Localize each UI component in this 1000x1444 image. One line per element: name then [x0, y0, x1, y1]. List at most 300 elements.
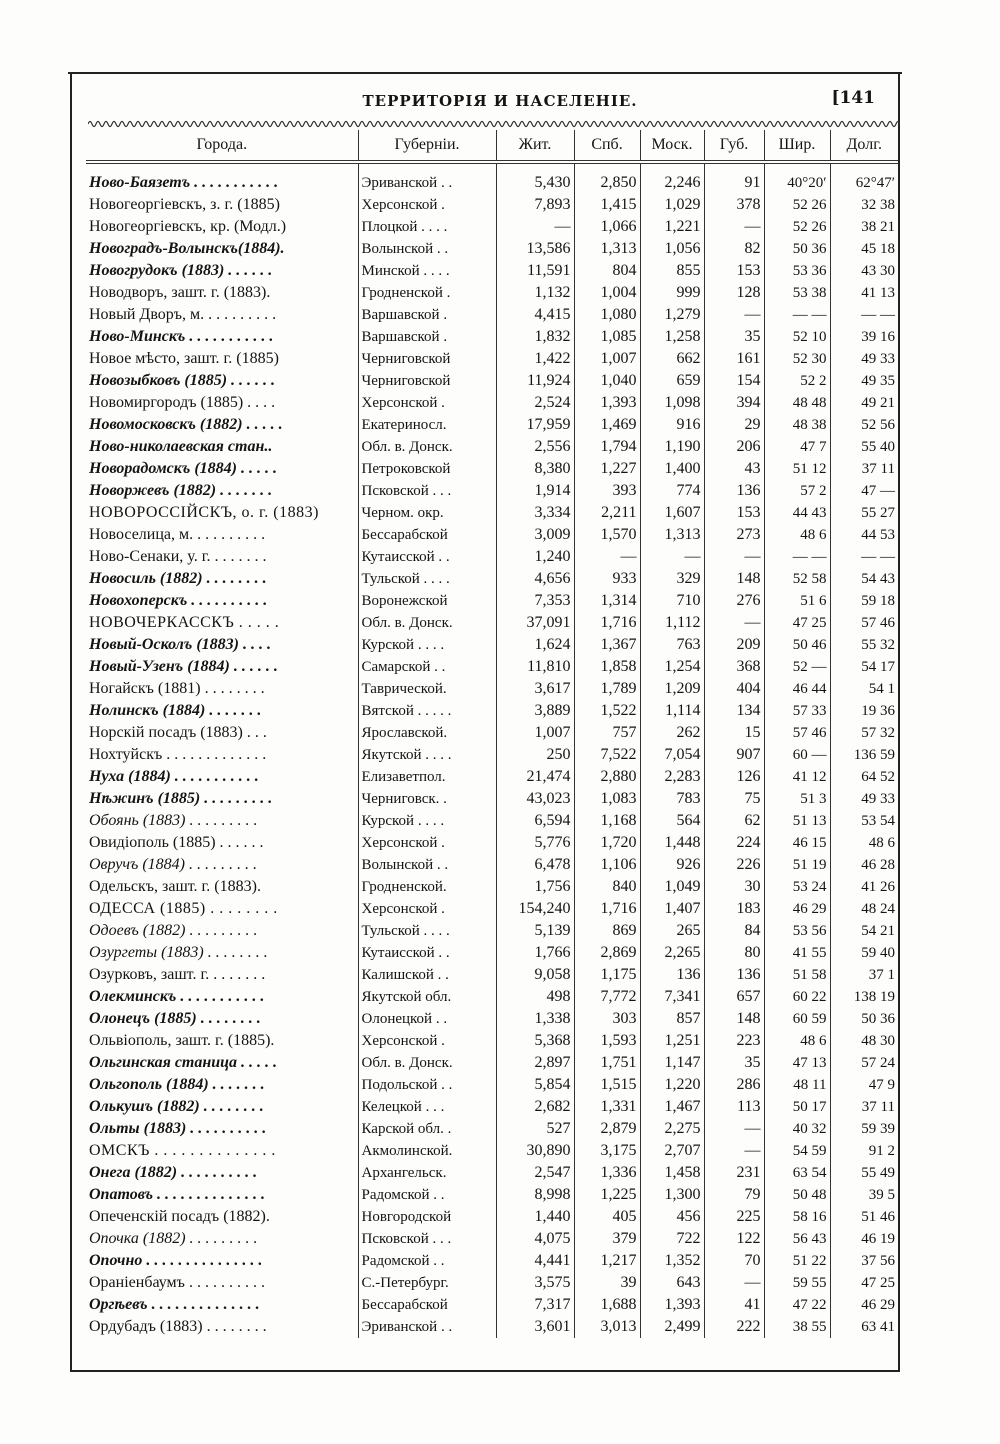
city-name-cell: Опочно . . . . . . . . . . . . . . . — [86, 1250, 358, 1272]
province-cell: Самарской . . — [358, 656, 496, 678]
province-cell: Тульской . . . . — [358, 920, 496, 942]
province-cell: Воронежской — [358, 590, 496, 612]
population-cell: 4,656 — [496, 568, 574, 590]
province-cell: Вятской . . . . . — [358, 700, 496, 722]
province-cell: Эриванской . . — [358, 1316, 496, 1338]
latitude-cell: 54 59 — [764, 1140, 830, 1162]
longitude-cell: 46 29 — [861, 1297, 895, 1313]
population-cell: 5,368 — [496, 1030, 574, 1052]
latitude-cell: 47 13 — [764, 1052, 830, 1074]
moscow-distance-cell: 1,607 — [640, 502, 704, 524]
table-row — [86, 744, 898, 766]
latitude-cell: 51 3 — [764, 788, 830, 810]
longitude-cell: 50 36 — [861, 1011, 895, 1027]
gub-distance-cell: 80 — [704, 942, 764, 964]
city-name-cell: Онега (1882) . . . . . . . . . . — [86, 1162, 358, 1184]
longitude-cell: 41 26 — [861, 879, 895, 895]
population-cell: 43,023 — [496, 788, 574, 810]
province-cell: Тульской . . . . — [358, 568, 496, 590]
gub-distance-cell: — — [704, 1140, 764, 1162]
moscow-distance-cell: 1,258 — [640, 326, 704, 348]
table-row — [86, 964, 898, 986]
longitude-cell: 57 46 — [861, 615, 895, 631]
longitude-cell: 37 11 — [861, 461, 895, 477]
population-cell: 7,893 — [496, 194, 574, 216]
population-table — [86, 130, 898, 1338]
table-row — [86, 612, 898, 634]
city-name-cell: Новоржевъ (1882) . . . . . . . — [86, 480, 358, 502]
table-row — [86, 458, 898, 480]
table-row — [86, 162, 898, 194]
province-cell: Гродненской . — [358, 282, 496, 304]
city-name-cell: Олекминскъ . . . . . . . . . . . — [86, 986, 358, 1008]
province-cell: Волынской . . — [358, 238, 496, 260]
province-cell: Кутаисской . . — [358, 942, 496, 964]
province-cell: Радомской . . — [358, 1184, 496, 1206]
gub-distance-cell: 126 — [704, 766, 764, 788]
spb-distance-cell: 379 — [574, 1228, 640, 1250]
city-name-cell: Норскій посадъ (1883) . . . — [86, 722, 358, 744]
latitude-cell: 53 36 — [764, 260, 830, 282]
longitude-cell: 41 13 — [861, 285, 895, 301]
province-cell: Варшавской . — [358, 304, 496, 326]
longitude-cell: 49 33 — [861, 791, 895, 807]
province-cell: Ярославской. — [358, 722, 496, 744]
latitude-cell: 57 2 — [764, 480, 830, 502]
population-cell: 1,422 — [496, 348, 574, 370]
moscow-distance-cell: 7,341 — [640, 986, 704, 1008]
spb-distance-cell: 1,040 — [574, 370, 640, 392]
spb-distance-cell: 1,227 — [574, 458, 640, 480]
spb-distance-cell: 3,013 — [574, 1316, 640, 1338]
moscow-distance-cell: 1,313 — [640, 524, 704, 546]
spb-distance-cell: 1,007 — [574, 348, 640, 370]
population-cell: 6,478 — [496, 854, 574, 876]
city-name-cell: Новый Дворъ, м. . . . . . . . . . — [86, 304, 358, 326]
spb-distance-cell: 1,393 — [574, 392, 640, 414]
gub-distance-cell: 30 — [704, 876, 764, 898]
longitude-cell: 63 41 — [861, 1319, 895, 1335]
spb-distance-cell: 1,314 — [574, 590, 640, 612]
gub-distance-cell: 153 — [704, 502, 764, 524]
population-cell: 5,854 — [496, 1074, 574, 1096]
moscow-distance-cell: 7,054 — [640, 744, 704, 766]
latitude-cell: — — — [764, 304, 830, 326]
latitude-cell: 53 24 — [764, 876, 830, 898]
gub-distance-cell: 273 — [704, 524, 764, 546]
table-row — [86, 722, 898, 744]
spb-distance-cell: 1,415 — [574, 194, 640, 216]
longitude-cell: — — — [861, 549, 895, 565]
decorative-wave-rule — [88, 118, 900, 130]
column-header-latitude: Шир. — [764, 130, 830, 162]
population-cell: 17,959 — [496, 414, 574, 436]
table-row — [86, 502, 898, 524]
moscow-distance-cell: 1,254 — [640, 656, 704, 678]
gub-distance-cell: 43 — [704, 458, 764, 480]
latitude-cell: 57 33 — [764, 700, 830, 722]
latitude-cell: 51 19 — [764, 854, 830, 876]
population-cell: 2,547 — [496, 1162, 574, 1184]
city-name-cell: Ногайскъ (1881) . . . . . . . . — [86, 678, 358, 700]
province-cell: Херсонской . — [358, 194, 496, 216]
province-cell: Елизаветпол. — [358, 766, 496, 788]
spb-distance-cell: 1,593 — [574, 1030, 640, 1052]
city-name-cell: Нѣжинъ (1885) . . . . . . . . . — [86, 788, 358, 810]
latitude-cell: — — — [764, 546, 830, 568]
latitude-cell: 40 32 — [764, 1118, 830, 1140]
longitude-cell: 62°47′ — [855, 175, 895, 191]
gub-distance-cell: 223 — [704, 1030, 764, 1052]
population-cell: 3,617 — [496, 678, 574, 700]
city-name-cell: Ольгинская станица . . . . . — [86, 1052, 358, 1074]
gub-distance-cell: 907 — [704, 744, 764, 766]
table-row — [86, 1030, 898, 1052]
city-name-cell: Ольгополь (1884) . . . . . . . — [86, 1074, 358, 1096]
page-title: ТЕРРИТОРІЯ И НАСЕЛЕНІЕ. — [362, 92, 638, 110]
moscow-distance-cell: 643 — [640, 1272, 704, 1294]
latitude-cell: 52 30 — [764, 348, 830, 370]
gub-distance-cell: — — [704, 1272, 764, 1294]
latitude-cell: 57 46 — [764, 722, 830, 744]
moscow-distance-cell: 1,458 — [640, 1162, 704, 1184]
city-name-cell: Озурковъ, зашт. г. . . . . . . . — [86, 964, 358, 986]
longitude-cell: 43 30 — [861, 263, 895, 279]
spb-distance-cell: 1,083 — [574, 788, 640, 810]
moscow-distance-cell: 1,114 — [640, 700, 704, 722]
city-name-cell: Новогрудокъ (1883) . . . . . . — [86, 260, 358, 282]
population-cell: 1,832 — [496, 326, 574, 348]
moscow-distance-cell: 1,112 — [640, 612, 704, 634]
province-cell: Екатериносл. — [358, 414, 496, 436]
population-cell: 5,139 — [496, 920, 574, 942]
province-cell: Черниговской — [358, 348, 496, 370]
province-cell: Келецкой . . . — [358, 1096, 496, 1118]
longitude-cell: 55 49 — [861, 1165, 895, 1181]
city-name-cell: Новодворъ, зашт. г. (1883). — [86, 282, 358, 304]
longitude-cell: 59 39 — [861, 1121, 895, 1137]
province-cell: Курской . . . . — [358, 634, 496, 656]
population-cell: 7,353 — [496, 590, 574, 612]
city-name-cell: Новый-Узенъ (1884) . . . . . . — [86, 656, 358, 678]
spb-distance-cell: 1,085 — [574, 326, 640, 348]
moscow-distance-cell: 916 — [640, 414, 704, 436]
population-cell: 3,575 — [496, 1272, 574, 1294]
table-row — [86, 1052, 898, 1074]
population-cell: 21,474 — [496, 766, 574, 788]
table-row — [86, 238, 898, 260]
moscow-distance-cell: 1,251 — [640, 1030, 704, 1052]
moscow-distance-cell: 722 — [640, 1228, 704, 1250]
moscow-distance-cell: 763 — [640, 634, 704, 656]
city-name-cell: Опочка (1882) . . . . . . . . . — [86, 1228, 358, 1250]
gub-distance-cell: 209 — [704, 634, 764, 656]
city-name-cell: Опеченскій посадъ (1882). — [86, 1206, 358, 1228]
moscow-distance-cell: 1,221 — [640, 216, 704, 238]
latitude-cell: 60 — — [764, 744, 830, 766]
gub-distance-cell: 113 — [704, 1096, 764, 1118]
moscow-distance-cell: 857 — [640, 1008, 704, 1030]
population-cell: 3,334 — [496, 502, 574, 524]
gub-distance-cell: 91 — [704, 162, 764, 194]
province-cell: Курской . . . . — [358, 810, 496, 832]
spb-distance-cell: 869 — [574, 920, 640, 942]
table-row — [86, 194, 898, 216]
latitude-cell: 38 55 — [764, 1316, 830, 1338]
moscow-distance-cell: 1,352 — [640, 1250, 704, 1272]
spb-distance-cell: 1,716 — [574, 612, 640, 634]
spb-distance-cell: 1,716 — [574, 898, 640, 920]
city-name-cell: Новомосковскъ (1882) . . . . . — [86, 414, 358, 436]
longitude-cell: 32 38 — [861, 197, 895, 213]
latitude-cell: 52 10 — [764, 326, 830, 348]
latitude-cell: 46 29 — [764, 898, 830, 920]
gub-distance-cell: 394 — [704, 392, 764, 414]
table-row — [86, 1140, 898, 1162]
table-row — [86, 568, 898, 590]
longitude-cell: 48 30 — [861, 1033, 895, 1049]
column-header-population: Жит. — [496, 130, 574, 162]
moscow-distance-cell: 1,393 — [640, 1294, 704, 1316]
spb-distance-cell: 1,720 — [574, 832, 640, 854]
city-name-cell: ОМСКЪ . . . . . . . . . . . . . . — [86, 1140, 358, 1162]
gub-distance-cell: 225 — [704, 1206, 764, 1228]
moscow-distance-cell: 1,407 — [640, 898, 704, 920]
moscow-distance-cell: 783 — [640, 788, 704, 810]
province-cell: Калишской . . — [358, 964, 496, 986]
population-cell: 8,998 — [496, 1184, 574, 1206]
city-name-cell: Одельскъ, зашт. г. (1883). — [86, 876, 358, 898]
province-cell: Минской . . . . — [358, 260, 496, 282]
gub-distance-cell: 154 — [704, 370, 764, 392]
gub-distance-cell: 231 — [704, 1162, 764, 1184]
city-name-cell: Новозыбковъ (1885) . . . . . . — [86, 370, 358, 392]
longitude-cell: 138 19 — [853, 989, 895, 1005]
province-cell: Якутской обл. — [358, 986, 496, 1008]
city-name-cell: Овручъ (1884) . . . . . . . . . — [86, 854, 358, 876]
city-name-cell: НОВОРОССІЙСКЪ, о. г. (1883) — [86, 502, 358, 524]
table-row — [86, 700, 898, 722]
gub-distance-cell: 79 — [704, 1184, 764, 1206]
gub-distance-cell: 276 — [704, 590, 764, 612]
gub-distance-cell: 183 — [704, 898, 764, 920]
city-name-cell: Обоянь (1883) . . . . . . . . . — [86, 810, 358, 832]
table-row — [86, 524, 898, 546]
city-name-cell: Новый-Осколъ (1883) . . . . — [86, 634, 358, 656]
longitude-cell: 39 16 — [861, 329, 895, 345]
gub-distance-cell: 206 — [704, 436, 764, 458]
spb-distance-cell: 1,066 — [574, 216, 640, 238]
city-name-cell: Одоевъ (1882) . . . . . . . . . — [86, 920, 358, 942]
province-cell: Черниговск. . — [358, 788, 496, 810]
population-cell: 13,586 — [496, 238, 574, 260]
moscow-distance-cell: 855 — [640, 260, 704, 282]
table-row — [86, 986, 898, 1008]
city-name-cell: Новогеоргіевскъ, з. г. (1885) — [86, 194, 358, 216]
province-cell: Эриванской . . — [358, 162, 496, 194]
latitude-cell: 50 36 — [764, 238, 830, 260]
population-cell: 37,091 — [496, 612, 574, 634]
spb-distance-cell: 1,336 — [574, 1162, 640, 1184]
province-cell: Архангельск. — [358, 1162, 496, 1184]
population-cell: 3,889 — [496, 700, 574, 722]
province-cell: Обл. в. Донск. — [358, 436, 496, 458]
province-cell: Подольской . . — [358, 1074, 496, 1096]
spb-distance-cell: 3,175 — [574, 1140, 640, 1162]
gub-distance-cell: 226 — [704, 854, 764, 876]
longitude-cell: 19 36 — [861, 703, 895, 719]
table-row — [86, 546, 898, 568]
longitude-cell: 47 9 — [868, 1077, 895, 1093]
gub-distance-cell: 657 — [704, 986, 764, 1008]
gub-distance-cell: 35 — [704, 1052, 764, 1074]
spb-distance-cell: 840 — [574, 876, 640, 898]
column-header-longitude: Долг. — [830, 130, 898, 162]
latitude-cell: 48 38 — [764, 414, 830, 436]
moscow-distance-cell: 1,190 — [640, 436, 704, 458]
longitude-cell: 47 — — [861, 483, 895, 499]
province-cell: Бессарабской — [358, 524, 496, 546]
table-row — [86, 810, 898, 832]
page-number: [141 — [831, 88, 875, 108]
population-cell: 30,890 — [496, 1140, 574, 1162]
gub-distance-cell: 70 — [704, 1250, 764, 1272]
population-cell: 1,914 — [496, 480, 574, 502]
table-row — [86, 282, 898, 304]
gub-distance-cell: — — [704, 612, 764, 634]
province-cell: Радомской . . — [358, 1250, 496, 1272]
population-cell: 1,440 — [496, 1206, 574, 1228]
spb-distance-cell: 2,879 — [574, 1118, 640, 1140]
latitude-cell: 51 6 — [764, 590, 830, 612]
gub-distance-cell: 161 — [704, 348, 764, 370]
latitude-cell: 46 15 — [764, 832, 830, 854]
longitude-cell: 46 28 — [861, 857, 895, 873]
moscow-distance-cell: 1,448 — [640, 832, 704, 854]
column-header-city: Города. — [86, 130, 358, 162]
latitude-cell: 59 55 — [764, 1272, 830, 1294]
city-name-cell: Нуха (1884) . . . . . . . . . . . — [86, 766, 358, 788]
latitude-cell: 52 — — [764, 656, 830, 678]
longitude-cell: — — — [861, 307, 895, 323]
spb-distance-cell: 2,880 — [574, 766, 640, 788]
latitude-cell: 47 25 — [764, 612, 830, 634]
spb-distance-cell: 1,570 — [574, 524, 640, 546]
moscow-distance-cell: 2,265 — [640, 942, 704, 964]
province-cell: Карской обл. . — [358, 1118, 496, 1140]
longitude-cell: 49 35 — [861, 373, 895, 389]
longitude-cell: 54 21 — [861, 923, 895, 939]
province-cell: Обл. в. Донск. — [358, 1052, 496, 1074]
table-row — [86, 348, 898, 370]
population-cell: 3,601 — [496, 1316, 574, 1338]
table-row — [86, 766, 898, 788]
population-cell: 1,624 — [496, 634, 574, 656]
table-row — [86, 590, 898, 612]
moscow-distance-cell: 1,049 — [640, 876, 704, 898]
moscow-distance-cell: 136 — [640, 964, 704, 986]
latitude-cell: 50 48 — [764, 1184, 830, 1206]
city-name-cell: Ордубадъ (1883) . . . . . . . . — [86, 1316, 358, 1338]
moscow-distance-cell: 1,220 — [640, 1074, 704, 1096]
province-cell: Акмолинской. — [358, 1140, 496, 1162]
gub-distance-cell: 136 — [704, 480, 764, 502]
spb-distance-cell: 393 — [574, 480, 640, 502]
population-cell: 3,009 — [496, 524, 574, 546]
longitude-cell: 64 52 — [861, 769, 895, 785]
longitude-cell: 91 2 — [868, 1143, 895, 1159]
latitude-cell: 44 43 — [764, 502, 830, 524]
longitude-cell: 39 5 — [868, 1187, 895, 1203]
table-row — [86, 1096, 898, 1118]
table-row — [86, 1074, 898, 1096]
population-cell: 1,756 — [496, 876, 574, 898]
longitude-cell: 48 24 — [861, 901, 895, 917]
table-row — [86, 1272, 898, 1294]
population-cell: 2,897 — [496, 1052, 574, 1074]
gub-distance-cell: 286 — [704, 1074, 764, 1096]
latitude-cell: 52 26 — [764, 194, 830, 216]
moscow-distance-cell: 564 — [640, 810, 704, 832]
city-name-cell: ОДЕССА (1885) . . . . . . . . — [86, 898, 358, 920]
spb-distance-cell: 2,211 — [574, 502, 640, 524]
longitude-cell: 59 18 — [861, 593, 895, 609]
table-row — [86, 942, 898, 964]
province-cell: Обл. в. Донск. — [358, 612, 496, 634]
province-cell: Херсонской . — [358, 1030, 496, 1052]
moscow-distance-cell: 999 — [640, 282, 704, 304]
latitude-cell: 48 11 — [764, 1074, 830, 1096]
moscow-distance-cell: 1,029 — [640, 194, 704, 216]
latitude-cell: 47 22 — [764, 1294, 830, 1316]
city-name-cell: Новогеоргіевскъ, кр. (Модл.) — [86, 216, 358, 238]
longitude-cell: 48 6 — [868, 835, 895, 851]
longitude-cell: 44 53 — [861, 527, 895, 543]
province-cell: Бессарабской — [358, 1294, 496, 1316]
population-cell: 7,317 — [496, 1294, 574, 1316]
spb-distance-cell: 1,217 — [574, 1250, 640, 1272]
population-cell: 1,240 — [496, 546, 574, 568]
gub-distance-cell: 35 — [704, 326, 764, 348]
city-name-cell: НОВОЧЕРКАССКЪ . . . . . — [86, 612, 358, 634]
spb-distance-cell: 2,869 — [574, 942, 640, 964]
longitude-cell: 49 33 — [861, 351, 895, 367]
spb-distance-cell: 7,772 — [574, 986, 640, 1008]
spb-distance-cell: 2,850 — [574, 162, 640, 194]
latitude-cell: 53 56 — [764, 920, 830, 942]
city-name-cell: Новохоперскъ . . . . . . . . . . — [86, 590, 358, 612]
table-row — [86, 1184, 898, 1206]
city-name-cell: Новосиль (1882) . . . . . . . . — [86, 568, 358, 590]
population-cell: 154,240 — [496, 898, 574, 920]
longitude-cell: 54 17 — [861, 659, 895, 675]
longitude-cell: 37 56 — [861, 1253, 895, 1269]
table-row — [86, 370, 898, 392]
longitude-cell: 45 18 — [861, 241, 895, 257]
province-cell: Херсонской . — [358, 392, 496, 414]
province-cell: Кутаисской . . — [358, 546, 496, 568]
longitude-cell: 53 54 — [861, 813, 895, 829]
gub-distance-cell: 122 — [704, 1228, 764, 1250]
population-cell: 8,380 — [496, 458, 574, 480]
city-name-cell: Ораніенбаумъ . . . . . . . . . . — [86, 1272, 358, 1294]
moscow-distance-cell: 659 — [640, 370, 704, 392]
moscow-distance-cell: 2,707 — [640, 1140, 704, 1162]
table-row — [86, 436, 898, 458]
gub-distance-cell: — — [704, 1118, 764, 1140]
province-cell: Черниговской — [358, 370, 496, 392]
province-cell: Петроковской — [358, 458, 496, 480]
